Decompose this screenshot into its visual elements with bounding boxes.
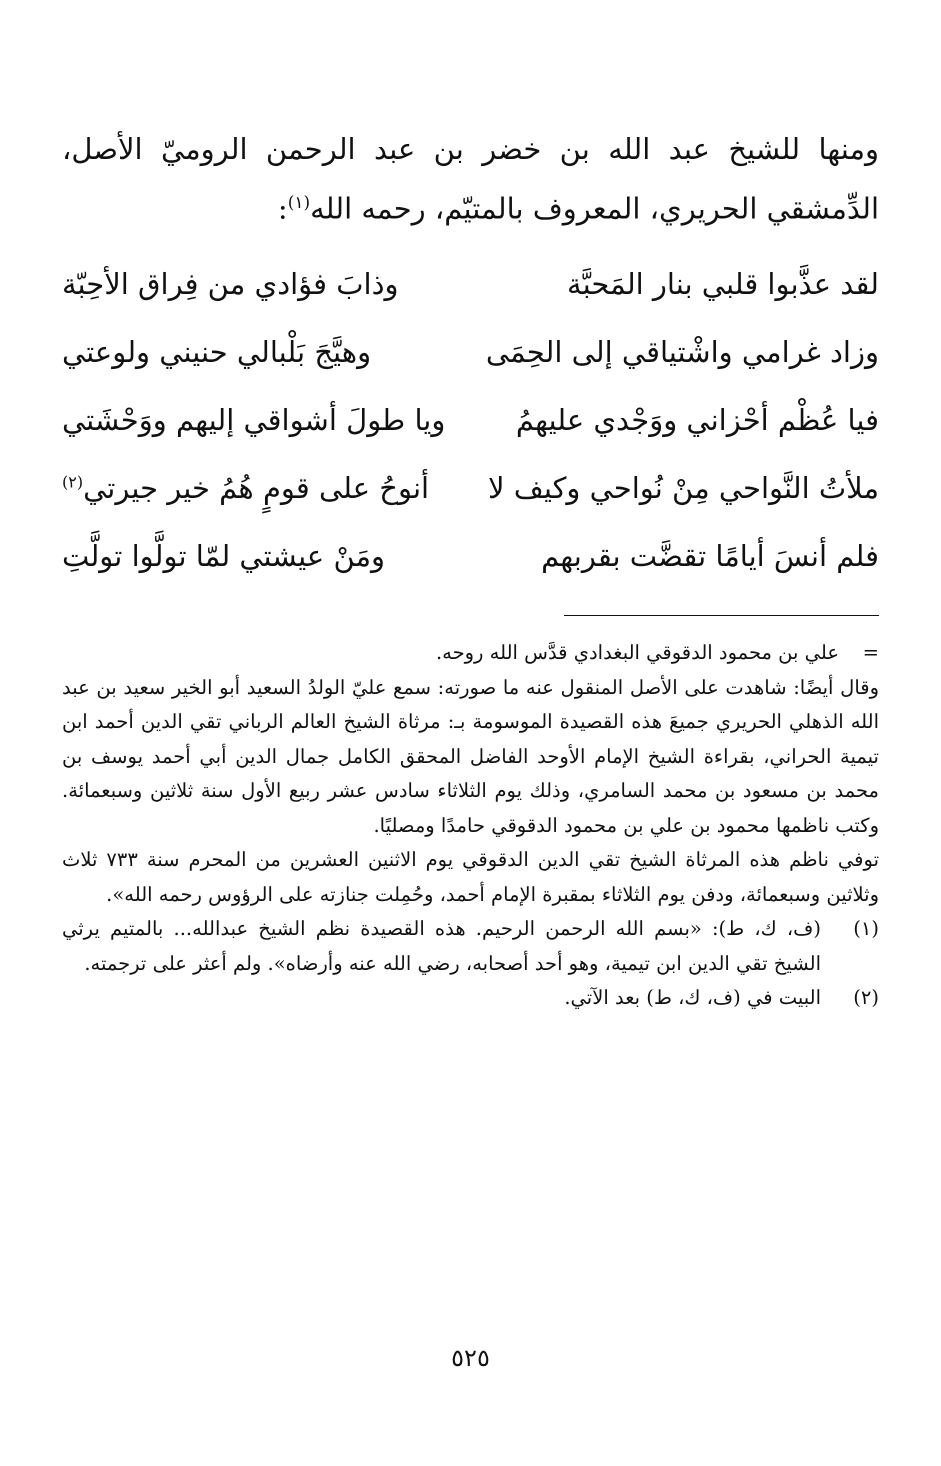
footnote-ref-1[interactable]: (١) [287,193,311,213]
poem-verse [62,250,879,318]
poem-verse [62,318,879,386]
footnote-2 [62,981,879,1016]
first-hemistich: فيا عُظْم أحْزاني ووَجْدي عليهمُ [515,403,879,437]
first-hemistich: لقد عذَّبوا قلبي بنار المَحبَّة [567,267,879,301]
continuation-paragraph: توفي ناظم هذه المرثاة الشيخ تقي الدين الدقوقي يوم الاثنين العشرين من المحرم سنة ٧٣٣ ثلاث وثلاثين وسبعمائة، ودفن يوم الثلاثاء بمقبرة الإمام أحمد، وحُمِلت جنازته على الرؤوس رحمه الله». [62,848,879,906]
first-hemistich: ملأتُ النَّواحي مِنْ نُواحي وكيف لا [488,471,879,505]
footnote-text: (ف، ك، ط): «بسم الله الرحمن الرحيم. هذه القصيدة نظم الشيخ عبدالله... بالمتيم يرثي الشيخ تقي الدين ابن تيمية، وهو أحد أصحابه، رضي الله عنه وأرضاه». ولم أعثر على ترجمته. [62,917,821,975]
footnote-text: البيت في (ف، ك، ط) بعد الآتي. [564,986,821,1009]
poem [62,250,879,590]
first-hemistich: فلم أنسَ أيامًا تقضَّت بقربهم [541,539,879,573]
second-hemistich: وهيَّجَ بَلْبالي حنيني ولوعتي [62,335,372,369]
second-hemistich: ويا طولَ أشواقي إليهم ووَحْشَتي [62,403,446,437]
intro-colon: : [277,191,288,226]
second-hemistich-text: أنوحُ على قومٍ هُمُ خير جيرتي [83,471,430,505]
intro-paragraph [62,122,879,236]
footnote-1 [62,912,879,981]
poem-verse [62,522,879,590]
continuation-mark: = [862,641,879,664]
footnote-number: (٢) [853,986,879,1009]
intro-text: ومنها للشيخ عبد الله بن خضر بن عبد الرحمن الروميّ الأصل، الدِّمشقي الحريري، المعروف بالمتيّم، رحمه الله [62,132,879,226]
footnote-number: (١) [853,917,879,940]
continuation-paragraph: وقال أيضًا: شاهدت على الأصل المنقول عنه ما صورته: سمع عليّ الولدُ السعيد أبو الخير سعيد بن عبد الله الذهلي الحريري جميعَ هذه القصيدة الموسومة بـ: مرثاة الشيخ العالم الرباني تقي الدين أحمد ابن تيمية الحراني، بقراءة الشيخ الإمام الأوحد الفاضل المحقق الكامل جمال الدين أبي أحمد يوسف بن محمد بن مسعود بن محمد السامري، وذلك يوم الثلاثاء سادس عشر ربيع الأول سنة ثلاثين وسبعمائة. وكتب ناظمها محمود بن علي بن محمود الدقوقي حامدًا ومصليًا. [62,675,879,837]
footnote-separator [564,615,879,616]
footnote-ref-2[interactable]: (٢) [62,472,84,492]
second-hemistich [62,471,447,505]
first-hemistich: وزاد غرامي واشْتياقي إلى الحِمَى [485,335,879,369]
poem-verse [62,386,879,454]
continuation-paragraph: علي بن محمود الدقوقي البغدادي قدَّس الله روحه. [435,641,839,664]
footnotes [62,636,879,1016]
footnote-continuation [62,636,879,671]
poem-verse [62,454,879,522]
page-number: ٥٢٥ [451,1344,490,1372]
second-hemistich: وذابَ فؤادي من فِراق الأحِبّة [62,267,399,301]
second-hemistich: ومَنْ عيشتي لمّا تولَّوا تولَّتِ [62,539,386,573]
